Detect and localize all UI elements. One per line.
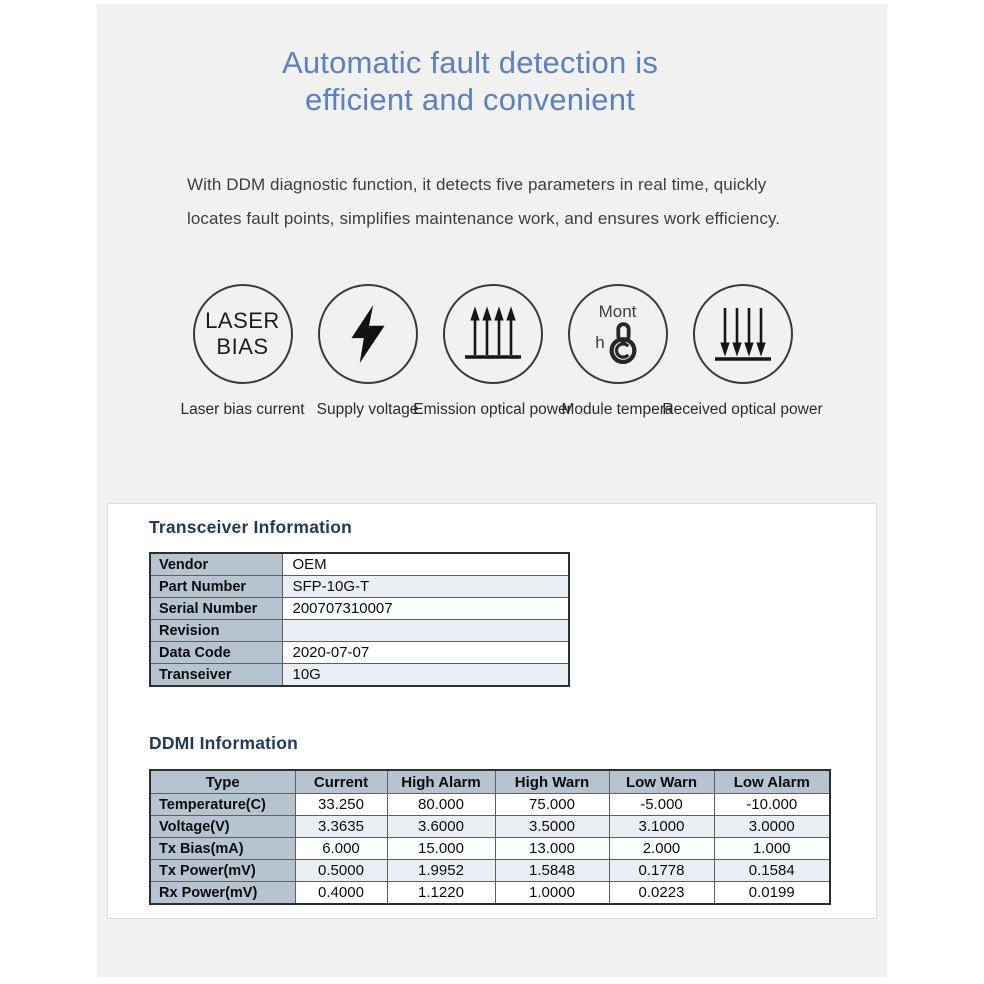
- ddmi-cell: 15.000: [387, 838, 495, 860]
- transceiver-row-value: [282, 620, 569, 642]
- feature-label: Emission optical power: [413, 401, 572, 418]
- info-card: [107, 503, 877, 919]
- arrows-up-glyph: [462, 305, 524, 363]
- thermometer-row: [595, 321, 639, 365]
- table-row: [150, 794, 830, 816]
- laser-bias-text-line2: BIAS: [216, 334, 269, 359]
- page-title-line1: Automatic fault detection is: [281, 45, 659, 80]
- table-row: [150, 642, 569, 664]
- ddmi-header-low-warn: Low Warn: [609, 770, 714, 794]
- received-arrows-down-icon: [693, 284, 793, 384]
- feature-received-power: [662, 284, 823, 419]
- transceiver-row-value: 2020-07-07: [282, 642, 569, 664]
- lightning-bolt-glyph: [347, 305, 389, 363]
- table-row: [150, 664, 569, 687]
- ddmi-row-type: Temperature(C): [150, 794, 295, 816]
- table-header-row: [150, 770, 830, 794]
- feature-label: Supply voltage: [316, 401, 419, 418]
- ddmi-header-low-alarm: Low Alarm: [714, 770, 830, 794]
- ddmi-info-title: DDMI Information: [149, 733, 299, 753]
- transceiver-row-label: Vendor: [150, 553, 282, 576]
- feature-label: Laser bias current: [180, 401, 305, 418]
- thermometer-text-h: h: [595, 333, 605, 352]
- ddmi-cell: 1.0000: [495, 882, 609, 905]
- table-row: [150, 838, 830, 860]
- ddmi-cell: 33.250: [295, 794, 387, 816]
- thermometer-bulb-glyph: [606, 321, 640, 365]
- ddmi-row-type: Tx Bias(mA): [150, 838, 295, 860]
- table-row: [150, 860, 830, 882]
- ddmi-cell: 3.6000: [387, 816, 495, 838]
- ddmi-row-type: Tx Power(mV): [150, 860, 295, 882]
- transceiver-row-value: SFP-10G-T: [282, 576, 569, 598]
- transceiver-row-label: Serial Number: [150, 598, 282, 620]
- ddmi-cell: 3.1000: [609, 816, 714, 838]
- ddmi-cell: 13.000: [495, 838, 609, 860]
- ddmi-cell: 3.5000: [495, 816, 609, 838]
- ddmi-info-table: [149, 769, 831, 905]
- ddmi-cell: 75.000: [495, 794, 609, 816]
- feature-laser-bias: [180, 284, 305, 419]
- transceiver-info-table: [149, 552, 570, 687]
- feature-emission-power: [413, 284, 572, 419]
- transceiver-row-label: Transeiver: [150, 664, 282, 687]
- feature-label: Module tempera: [561, 401, 674, 418]
- page-title-line2: efficient and convenient: [305, 82, 635, 117]
- ddmi-cell: 1.000: [714, 838, 830, 860]
- transceiver-row-value: 200707310007: [282, 598, 569, 620]
- ddmi-cell: 3.0000: [714, 816, 830, 838]
- laser-bias-text-line1: LASER: [205, 308, 280, 333]
- intro-line1: With DDM diagnostic function, it detects five parameters in real time, quickly: [187, 175, 767, 194]
- ddmi-row-type: Rx Power(mV): [150, 882, 295, 905]
- table-row: [150, 816, 830, 838]
- transceiver-row-label: Revision: [150, 620, 282, 642]
- ddmi-header-high-alarm: High Alarm: [387, 770, 495, 794]
- transceiver-row-label: Part Number: [150, 576, 282, 598]
- transceiver-info-title: Transceiver Information: [149, 517, 352, 537]
- ddmi-cell: 0.4000: [295, 882, 387, 905]
- feature-module-temperature: [555, 284, 680, 419]
- ddmi-header-type: Type: [150, 770, 295, 794]
- ddmi-cell: 1.1220: [387, 882, 495, 905]
- thermometer-icon: [568, 284, 668, 384]
- ddmi-cell: 2.000: [609, 838, 714, 860]
- transceiver-row-value: 10G: [282, 664, 569, 687]
- thermometer-text-top: Mont: [598, 302, 637, 321]
- intro-paragraph: [187, 168, 797, 236]
- ddmi-cell: 1.9952: [387, 860, 495, 882]
- table-row: [150, 553, 569, 576]
- ddmi-cell: 0.1778: [609, 860, 714, 882]
- laser-bias-icon: [193, 284, 293, 384]
- ddmi-header-current: Current: [295, 770, 387, 794]
- ddmi-cell: 0.0199: [714, 882, 830, 905]
- transceiver-row-value: OEM: [282, 553, 569, 576]
- ddmi-cell: 6.000: [295, 838, 387, 860]
- feature-icons-row: [180, 284, 823, 419]
- ddmi-row-type: Voltage(V): [150, 816, 295, 838]
- emission-arrows-up-icon: [443, 284, 543, 384]
- table-row: [150, 620, 569, 642]
- table-row: [150, 598, 569, 620]
- page-title: [0, 44, 940, 118]
- transceiver-row-label: Data Code: [150, 642, 282, 664]
- feature-supply-voltage: [305, 284, 430, 419]
- ddmi-cell: 0.5000: [295, 860, 387, 882]
- ddmi-cell: 80.000: [387, 794, 495, 816]
- ddmi-cell: 1.5848: [495, 860, 609, 882]
- ddmi-cell: -10.000: [714, 794, 830, 816]
- ddmi-cell: 0.0223: [609, 882, 714, 905]
- ddmi-cell: 3.3635: [295, 816, 387, 838]
- ddmi-cell: 0.1584: [714, 860, 830, 882]
- table-row: [150, 576, 569, 598]
- arrows-down-glyph: [712, 305, 774, 363]
- ddmi-cell: -5.000: [609, 794, 714, 816]
- table-row: [150, 882, 830, 905]
- intro-line2: locates fault points, simplifies maintenance work, and ensures work efficiency.: [187, 209, 781, 228]
- ddmi-header-high-warn: High Warn: [495, 770, 609, 794]
- feature-label: Received optical power: [662, 401, 823, 418]
- lightning-bolt-icon: [318, 284, 418, 384]
